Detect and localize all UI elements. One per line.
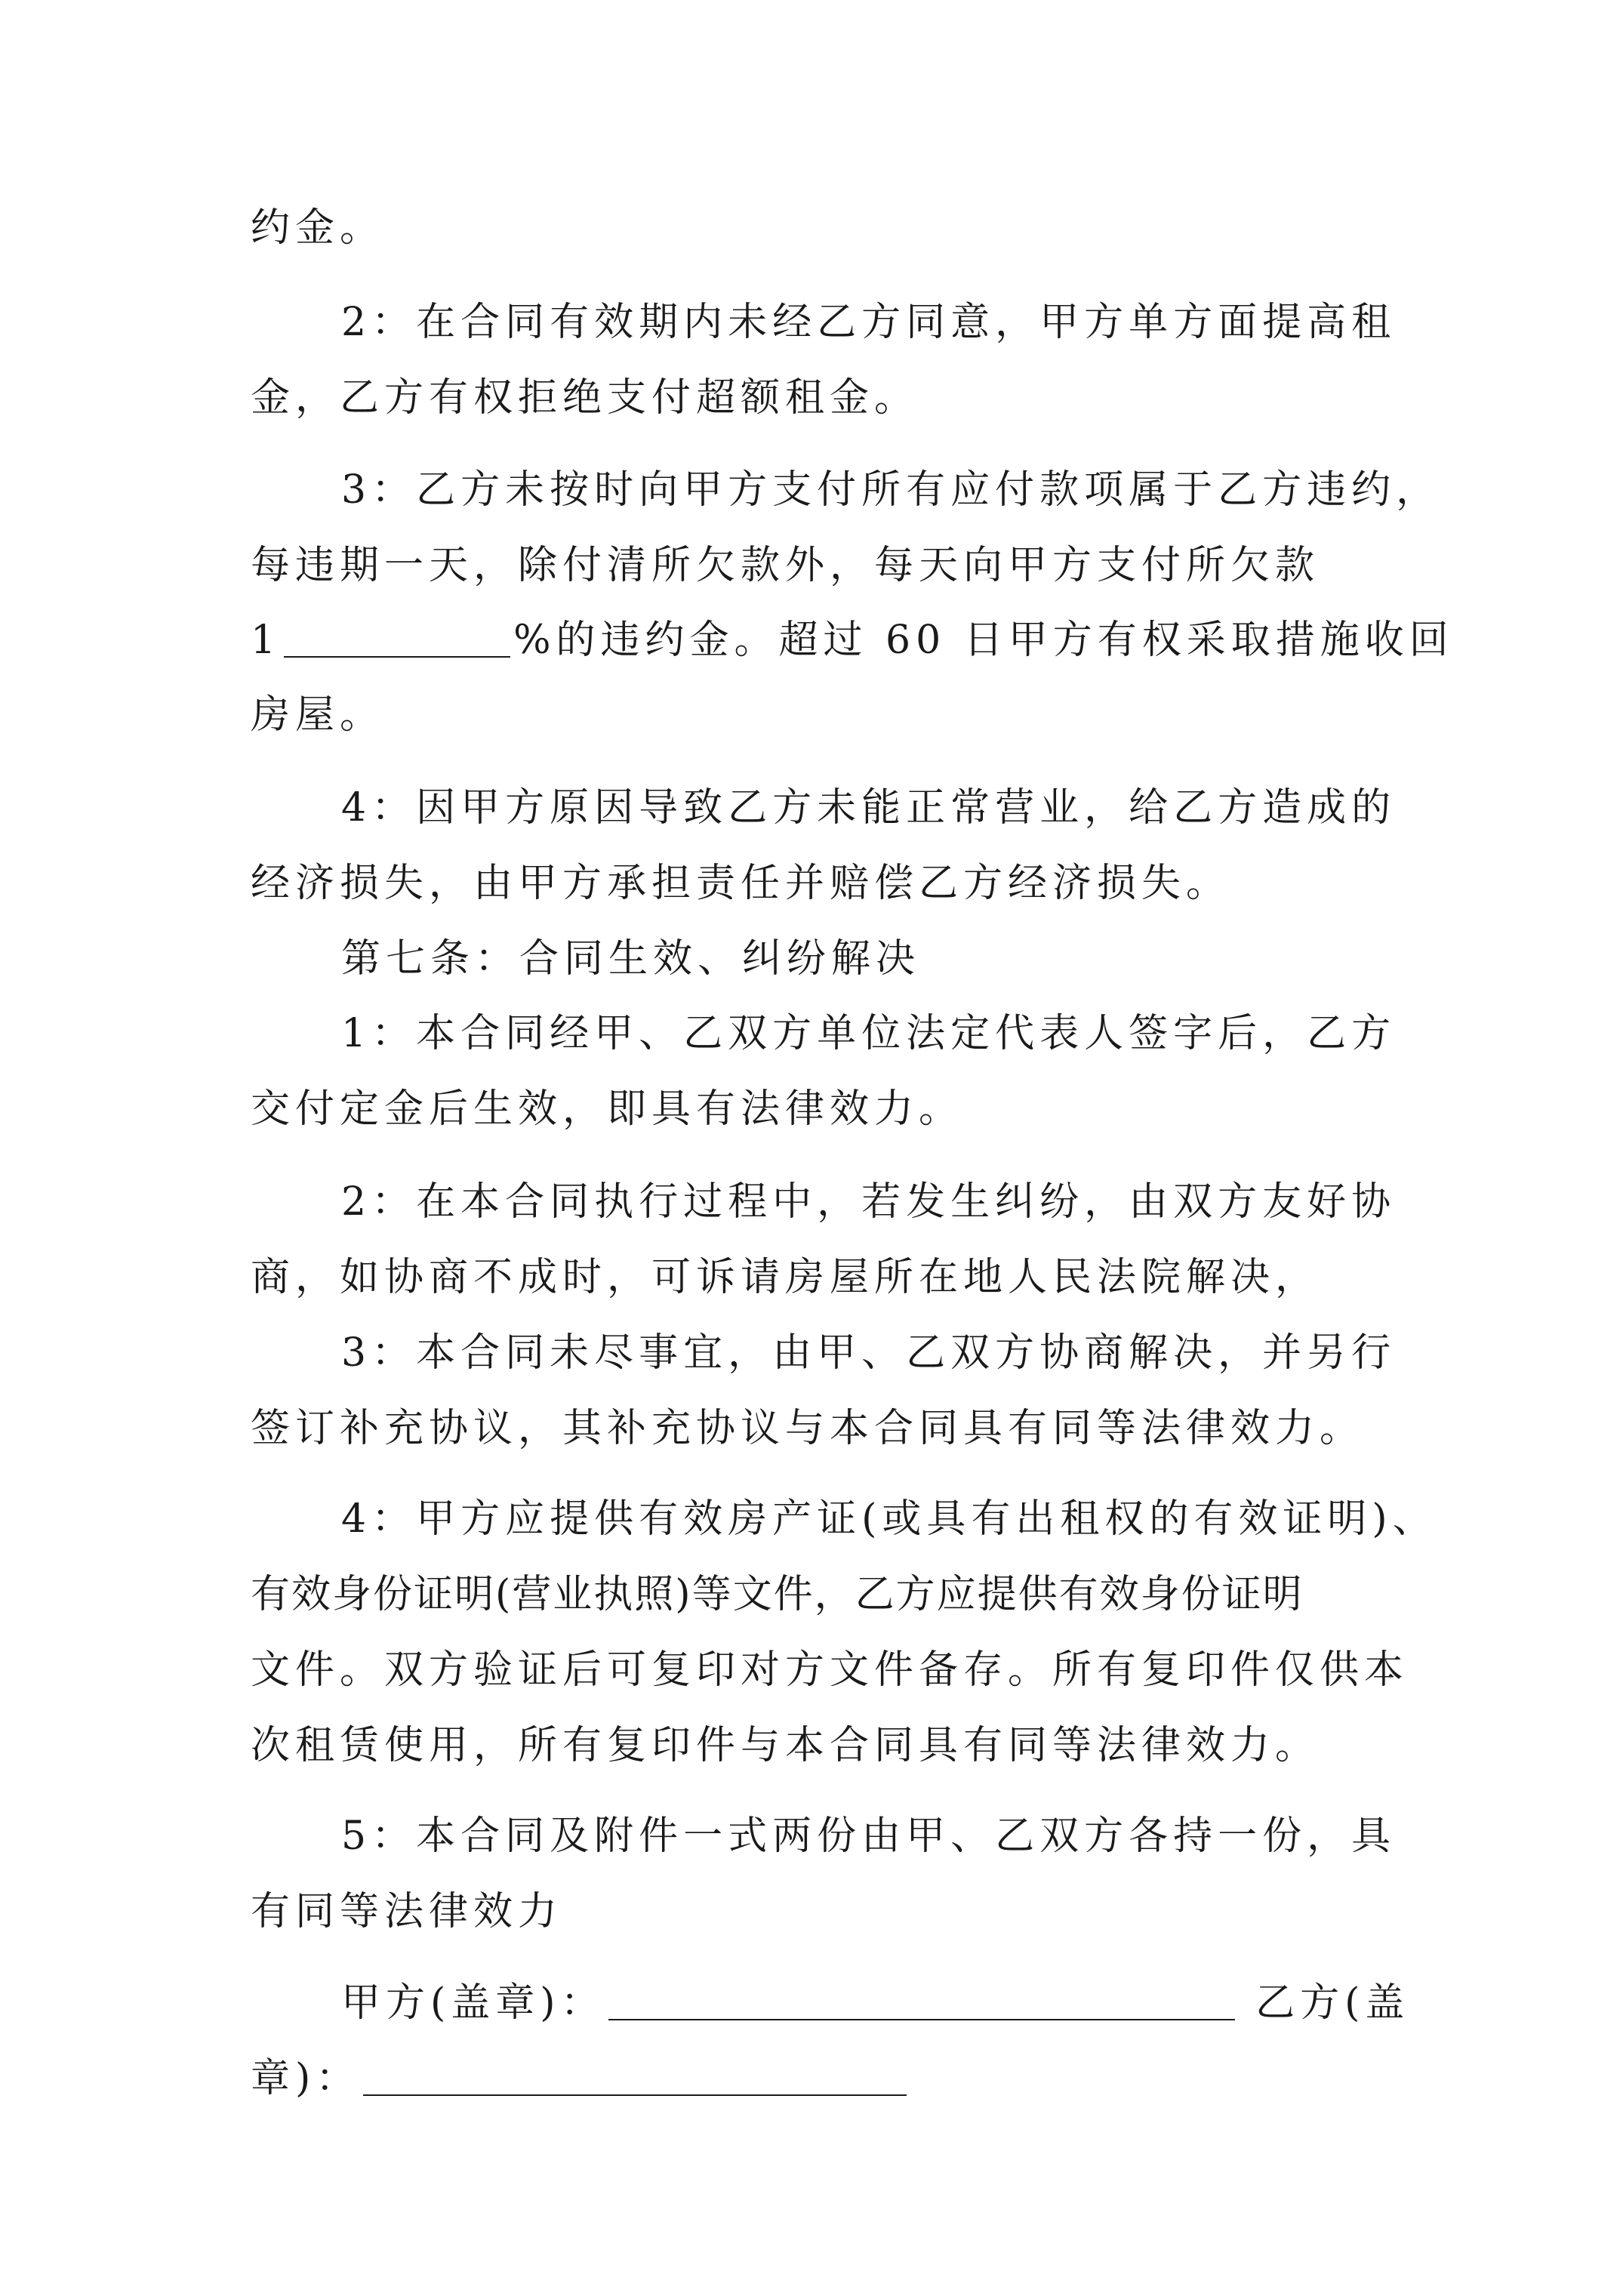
text-line (251, 1646, 1409, 1694)
text-span: 次租赁使用，所有复印件与本合同具有同等法律效力。 (251, 1723, 1320, 1768)
signature-line (251, 2054, 1383, 2102)
party-b-seal-label-cont: 章)： (251, 2056, 361, 2101)
text-span: 4：甲方应提供有效房产证(或具有出租权的有效证明)、 (341, 1496, 1437, 1542)
party-a-seal-label: 甲方(盖章)： (341, 1980, 605, 2026)
text-line (251, 1085, 1383, 1133)
text-line (251, 859, 1383, 908)
text-line (251, 691, 1383, 739)
text-span: 5：本合同及附件一式两份由甲、乙双方各持一份，具 (341, 1814, 1397, 1859)
text-line (251, 1253, 1383, 1302)
text-span: 1：本合同经甲、乙双方单位法定代表人签字后，乙方 (341, 1011, 1397, 1056)
party-b-signature-blank (363, 2054, 907, 2096)
text-line (251, 374, 1383, 422)
text-span: 3：乙方未按时向甲方支付所有应付款项属于乙方违约， (341, 467, 1441, 513)
text-span: 签订补充协议，其补充协议与本合同具有同等法律效力。 (251, 1406, 1365, 1451)
text-span: 1 (251, 618, 282, 663)
text-line (341, 1812, 1474, 1860)
fill-in-blank (284, 615, 510, 658)
text-line (341, 1495, 1474, 1543)
text-line (341, 298, 1474, 347)
text-span: 2：在本合同执行过程中，若发生纠纷，由双方友好协 (341, 1179, 1397, 1225)
signature-line (341, 1978, 1474, 2026)
text-span: 有同等法律效力 (251, 1889, 563, 1934)
text-span: 4：因甲方原因导致乙方未能正常营业，给乙方造成的 (341, 785, 1397, 831)
text-span: 约金。 (251, 205, 385, 251)
party-a-signature-blank (608, 1978, 1235, 2020)
text-line (251, 204, 1383, 252)
text-line (341, 466, 1474, 514)
text-span: 3：本合同未尽事宜，由甲、乙双方协商解决，并另行 (341, 1330, 1397, 1376)
text-span: 每违期一天，除付清所欠款外，每天向甲方支付所欠款 (251, 543, 1320, 588)
text-span: 文件。双方验证后可复印对方文件备存。所有复印件仅供本 (251, 1647, 1409, 1693)
text-line (341, 1329, 1474, 1377)
text-line (341, 784, 1474, 832)
text-span: 2：在合同有效期内未经乙方同意，甲方单方面提高租 (341, 300, 1397, 345)
text-span: 房屋。 (251, 692, 385, 738)
section-heading (341, 935, 1474, 983)
text-span: %的违约金。超过 60 日甲方有权采取措施收回 (513, 618, 1454, 663)
text-line (341, 1178, 1474, 1226)
text-line (251, 541, 1383, 590)
text-line (251, 615, 1454, 664)
text-span: 金，乙方有权拒绝支付超额租金。 (251, 375, 919, 421)
party-b-seal-label: 乙方(盖 (1255, 1980, 1410, 2026)
text-line (251, 1570, 1383, 1619)
text-line (251, 1888, 1383, 1936)
text-line (251, 1404, 1383, 1453)
text-span: 经济损失，由甲方承担责任并赔偿乙方经济损失。 (251, 861, 1231, 906)
text-line (251, 1721, 1383, 1770)
text-line (341, 1009, 1474, 1058)
text-span: 商，如协商不成时，可诉请房屋所在地人民法院解决， (251, 1255, 1320, 1300)
text-span: 交付定金后生效，即具有法律效力。 (251, 1086, 964, 1132)
text-span: 第七条：合同生效、纠纷解决 (341, 936, 921, 982)
text-span: 有效身份证明(营业执照)等文件，乙方应提供有效身份证明 (251, 1572, 1304, 1617)
